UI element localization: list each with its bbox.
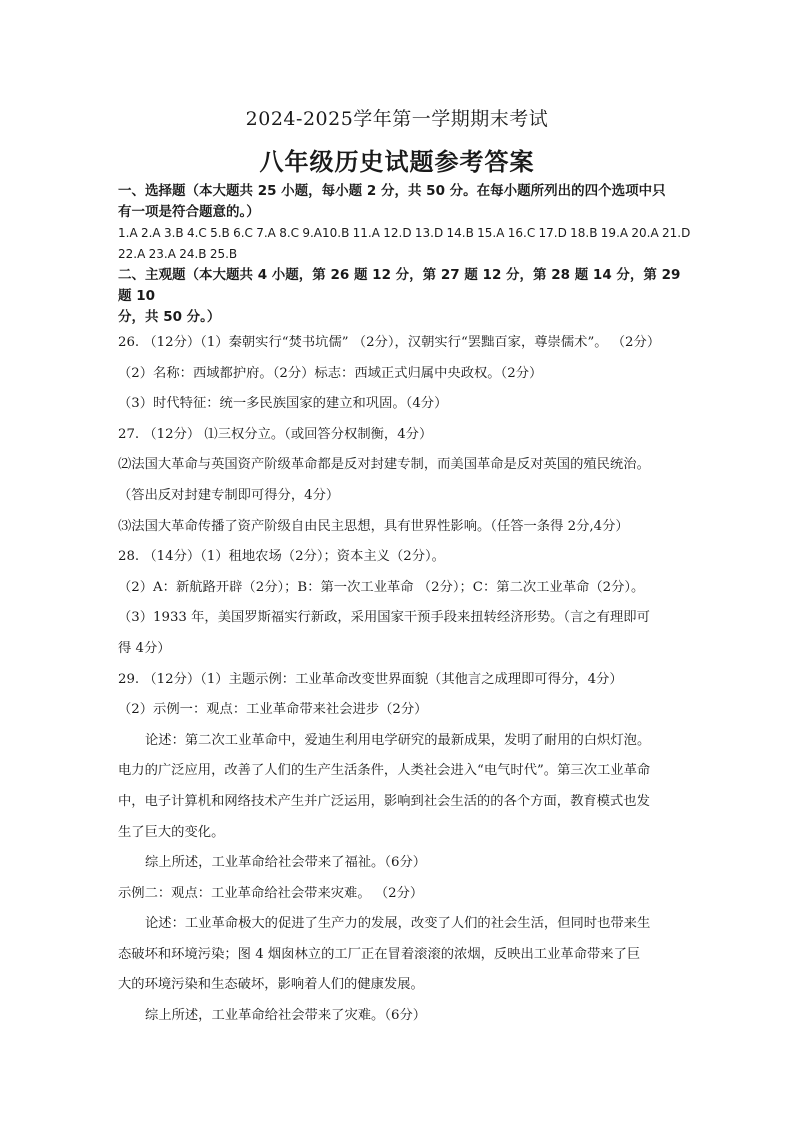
answer-line: 28. （14分）（1）租地农场（2分）；资本主义（2分）。 (118, 549, 445, 565)
answer-line: 综上所述，工业革命给社会带来了福祉。（6分） (145, 855, 427, 871)
choice-answers-cont: 22.A 23.A 24.B 25.B (118, 247, 238, 261)
answer-line: 得 4分） (118, 640, 171, 656)
choice-answers: 1.A 2.A 3.B 4.C 5.B 6.C 7.A 8.C 9.A10.B 11.A 12.D 13.D 14.B 15.A 16.C 17.D 18.B 19.A 20.A 21.D (118, 226, 691, 240)
answer-line: （3）1933 年，美国罗斯福实行新政，采用国家干预手段来扭转经济形势。（言之有理即可 (118, 610, 650, 626)
section-heading-subjective: 二、主观题（本大题共 4 小题，第 26 题 12 分，第 27 题 12 分，第 28 题 14 分，第 29 题 10 (118, 267, 681, 304)
answer-line: 27. （12分） ⑴三权分立。（或回答分权制衡，4分） (118, 426, 433, 442)
answer-line: 中，电子计算机和网络技术产生并广泛运用，影响到社会生活的的各个方面，教育模式也发 (118, 793, 650, 809)
answer-line: 态破坏和环境污染；图 4 烟囱林立的工厂正在冒着滚滚的浓烟，反映出工业革命带来了巨 (118, 946, 641, 962)
section-heading-subjective-cont: 分，共 50 分。） (118, 309, 221, 325)
answer-line: 电力的广泛应用，改善了人们的生产生活条件，人类社会进入“电气时代”。第三次工业革命 (118, 763, 651, 779)
document-body (118, 181, 691, 1032)
answer-line: 论述：工业革命极大的促进了生产力的发展，改变了人们的社会生活，但同时也带来生 (145, 916, 651, 932)
document-title: 八年级历史试题参考答案 (259, 147, 535, 176)
answer-line: （3）时代特征：统一多民族国家的建立和巩固。（4分） (118, 396, 448, 412)
answer-line: （2）名称：西域都护府。（2分）标志：西域正式归属中央政权。（2分） (118, 365, 543, 381)
answer-line: 综上所述，工业革命给社会带来了灾难。（6分） (145, 1008, 427, 1024)
exam-title: 2024-2025学年第一学期期末考试 (245, 108, 549, 130)
answer-line: 26. （12分）（1）秦朝实行“焚书坑儒” （2分），汉朝实行“罢黜百家，尊崇儒术”。 （2分） (118, 335, 661, 350)
answer-line: 论述：第二次工业革命中，爱迪生利用电学研究的最新成果，发明了耐用的白炽灯泡。 (145, 732, 651, 748)
section-heading-choice: 一、选择题（本大题共 25 小题，每小题 2 分，共 50 分。在每小题所列出的四个选项中只 (118, 183, 666, 199)
answer-line: 生了巨大的变化。 (118, 824, 225, 840)
answer-line: （2）示例一：观点：工业革命带来社会进步（2分） (118, 702, 428, 718)
answer-line: 示例二：观点：工业革命给社会带来灾难。 （2分） (118, 885, 424, 901)
answer-line: （2）A：新航路开辟（2分）；B：第一次工业革命 （2分）；C：第二次工业革命（2分）。 (118, 579, 645, 595)
answer-line: （答出反对封建专制即可得分，4分） (118, 487, 340, 503)
answer-line: 29. （12分）（1）主题示例：工业革命改变世界面貌（其他言之成理即可得分，4分） (118, 671, 623, 687)
answer-line: ⑵法国大革命与英国资产阶级革命都是反对封建专制，而美国革命是反对英国的殖民统治。 (118, 457, 650, 473)
section-heading-choice-cont: 有一项是符合题意的。） (118, 204, 260, 220)
answer-line: 大的环境污染和生态破坏，影响着人们的健康发展。 (118, 977, 424, 993)
answer-line: ⑶法国大革命传播了资产阶级自由民主思想，具有世界性影响。（任答一条得 2分,4分） (118, 518, 629, 534)
